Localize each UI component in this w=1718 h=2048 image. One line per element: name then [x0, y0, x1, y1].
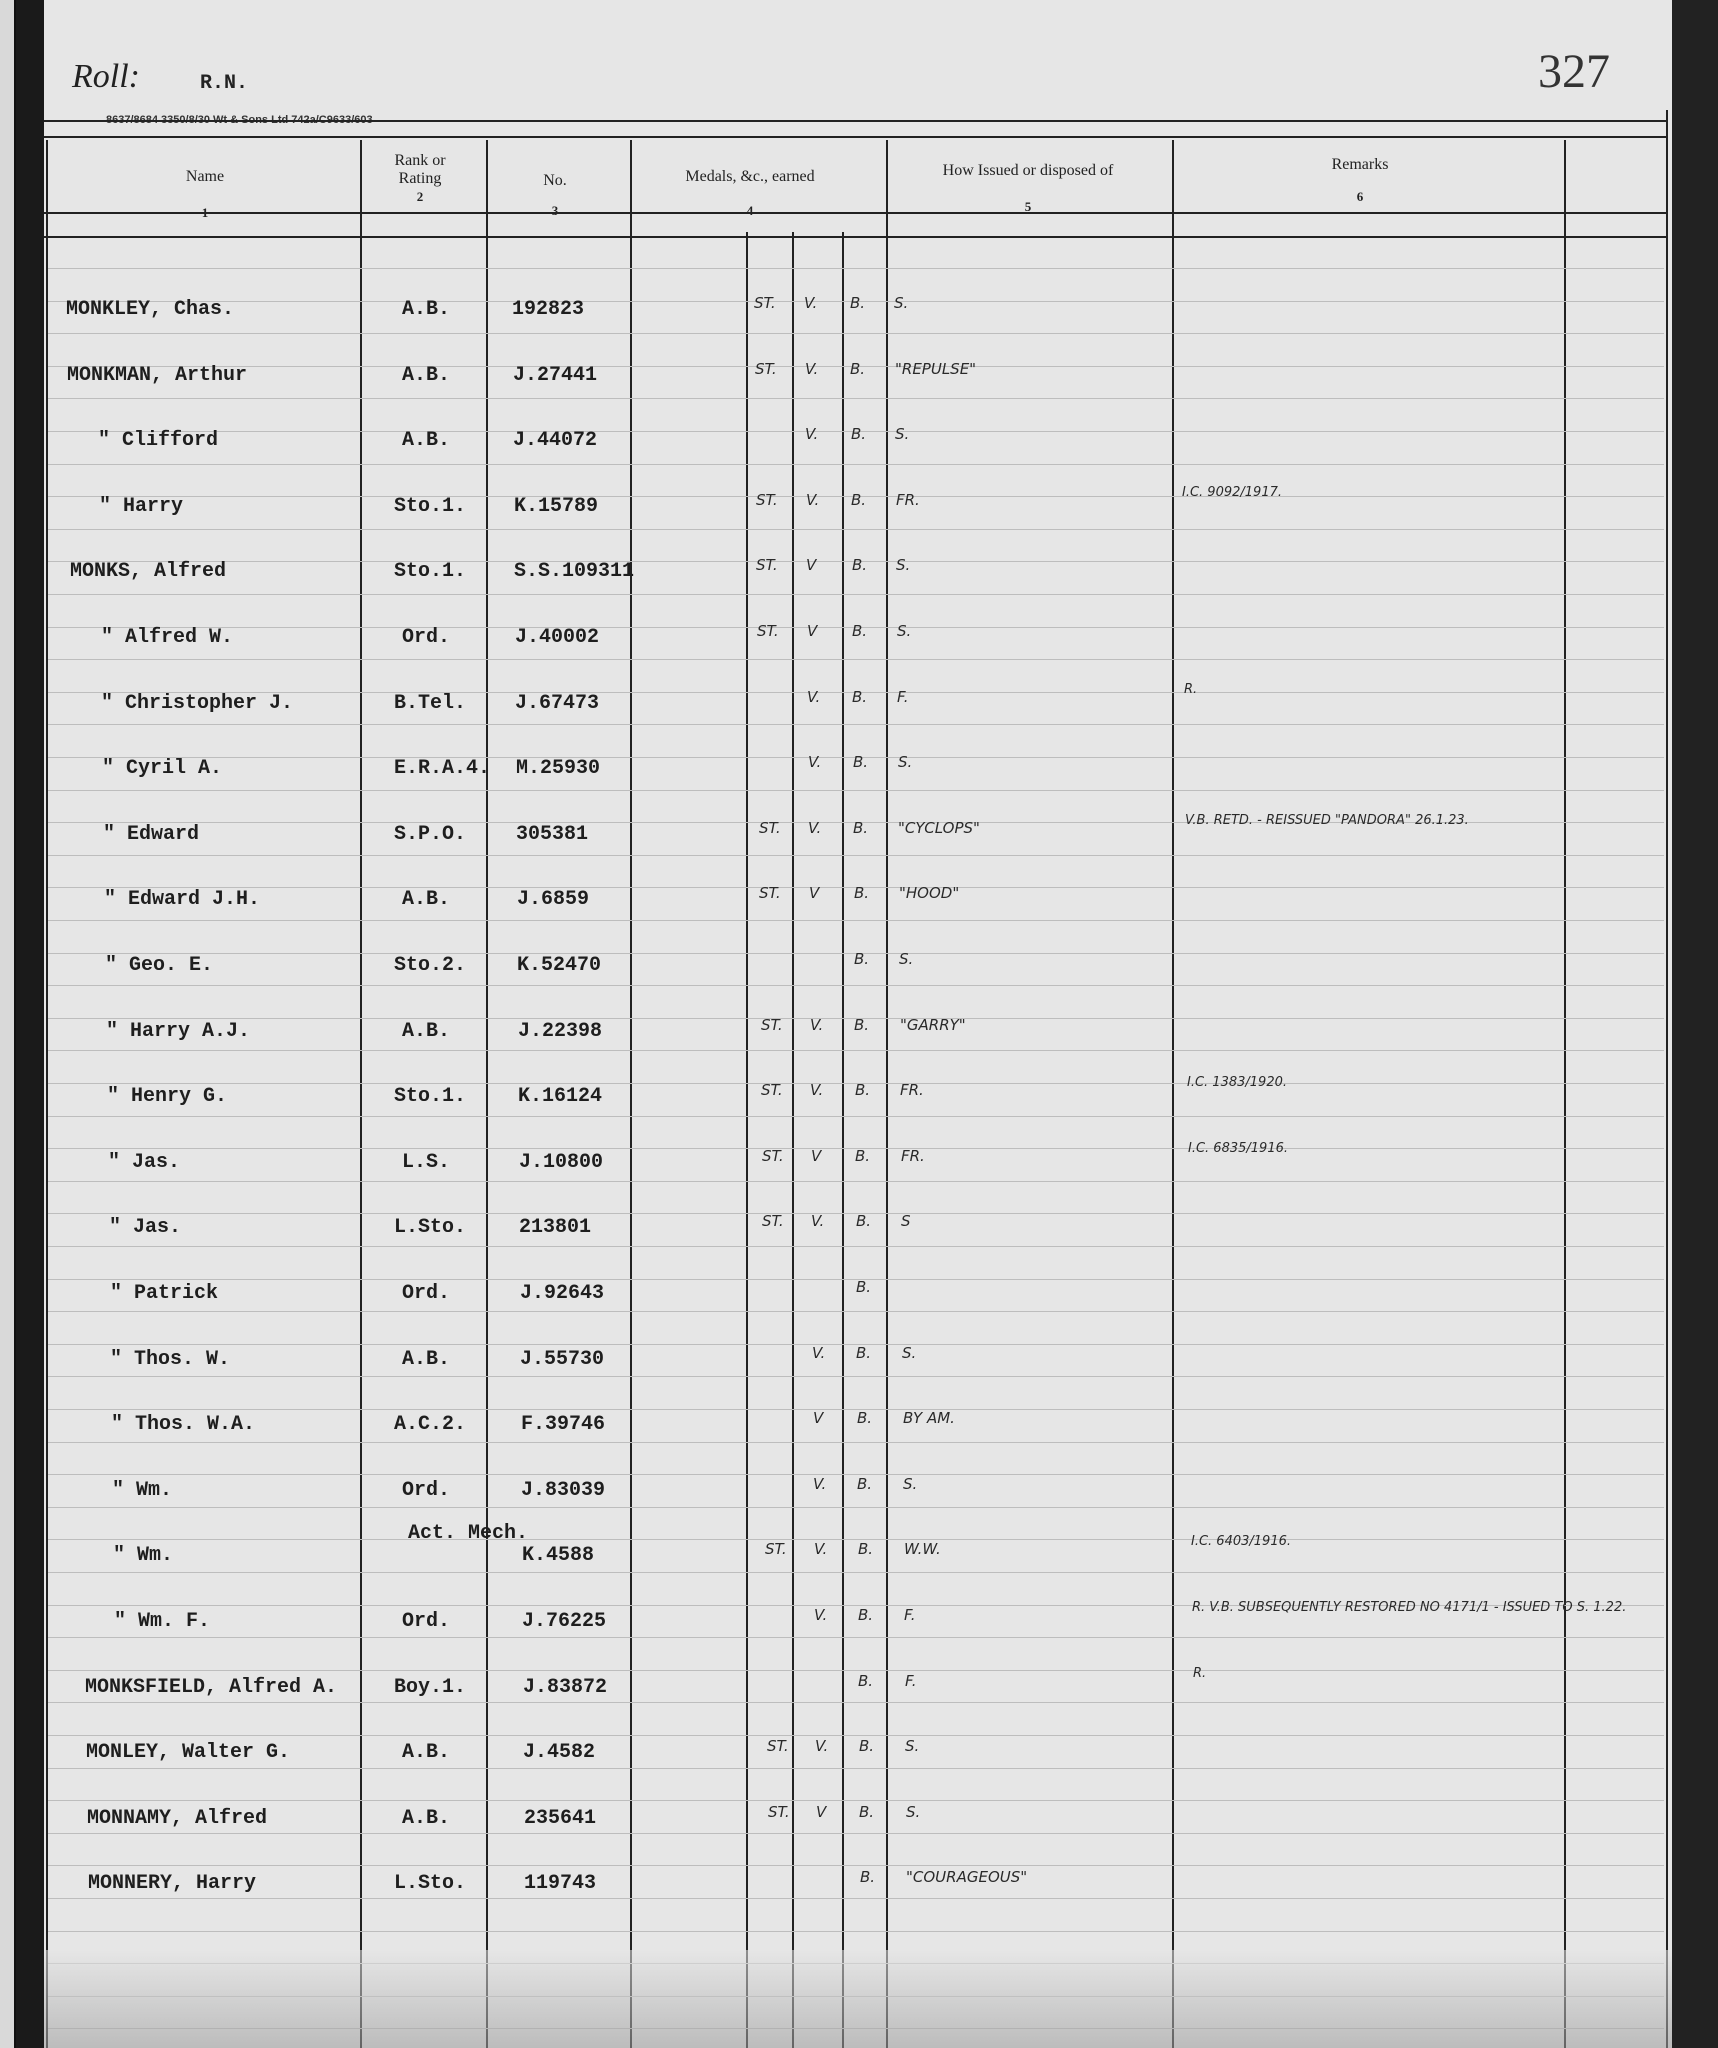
- entry-medal-star: ST.: [761, 1081, 783, 1099]
- entry-name: " Clifford: [98, 429, 219, 452]
- ruled-line: [48, 855, 1664, 856]
- entry-medal-british: B.: [857, 1475, 873, 1493]
- entry-medal-star: ST.: [762, 1212, 784, 1230]
- column-number: 2: [416, 189, 424, 204]
- entry-issued: F.: [904, 1606, 916, 1624]
- entry-issued: FR.: [900, 1081, 924, 1099]
- entry-issued: S.: [906, 1803, 921, 1821]
- entry-medal-victory: V: [806, 556, 817, 574]
- ruled-line: [48, 1050, 1664, 1051]
- ruled-line: [48, 594, 1664, 595]
- entry-issued: W.W.: [904, 1540, 941, 1558]
- ruled-line: [48, 985, 1664, 986]
- entry-number: K.4588: [522, 1544, 595, 1567]
- entry-medal-british: B.: [851, 425, 867, 443]
- ruled-line: [48, 1409, 1664, 1410]
- ruled-line: [48, 790, 1664, 791]
- entry-number: J.40002: [515, 626, 600, 649]
- entry-remarks: I.C. 6403/1916.: [1191, 1534, 1291, 1549]
- entry-name: " Henry G.: [107, 1085, 228, 1108]
- right-sheet-edge: [1672, 0, 1718, 2048]
- page-number: 327: [1538, 45, 1610, 98]
- entry-issued: BY AM.: [903, 1409, 955, 1427]
- entry-medal-british: B.: [858, 1672, 874, 1690]
- column-rule: [46, 140, 48, 2048]
- entry-medal-star: ST.: [756, 491, 778, 509]
- entry-name: " Cyril A.: [102, 757, 223, 780]
- entry-medal-british: B.: [859, 1737, 875, 1755]
- entry-issued: "GARRY": [900, 1016, 966, 1034]
- entry-name: " Harry A.J.: [106, 1020, 251, 1043]
- entry-issued: "REPULSE": [895, 360, 977, 378]
- entry-number: 213801: [519, 1216, 592, 1239]
- entry-rank: E.R.A.4.: [394, 757, 491, 780]
- entry-medal-star: ST.: [765, 1540, 787, 1558]
- entry-medal-british: B.: [860, 1868, 876, 1886]
- roll-label: Roll:: [72, 58, 140, 95]
- column-number: 6: [1356, 189, 1364, 204]
- ruled-line: [48, 1865, 1664, 1866]
- entry-number: J.22398: [518, 1020, 603, 1043]
- ruled-line: [48, 529, 1664, 530]
- entry-issued: "COURAGEOUS": [906, 1868, 1028, 1886]
- entry-remarks: I.C. 1383/1920.: [1187, 1075, 1287, 1090]
- entry-medal-star: ST.: [756, 556, 778, 574]
- column-header-label: Rank or Rating: [394, 152, 446, 187]
- entry-rank: Sto.1.: [394, 560, 467, 583]
- entry-issued: FR.: [901, 1147, 925, 1165]
- column-header-remarks: [1280, 156, 1440, 204]
- entry-remarks: R.: [1193, 1666, 1207, 1681]
- roll-value: R.N.: [200, 72, 249, 95]
- entry-medal-star: ST.: [761, 1016, 783, 1034]
- entry-medal-victory: V.: [814, 1606, 828, 1624]
- entry-medal-british: B.: [850, 294, 866, 312]
- entry-number: K.16124: [518, 1085, 603, 1108]
- entry-name: MONNAMY, Alfred: [87, 1807, 268, 1830]
- entry-number: J.83039: [521, 1479, 606, 1502]
- column-header-issued: [898, 162, 1158, 214]
- entry-name: " Edward J.H.: [104, 888, 261, 911]
- entry-medal-british: B.: [859, 1803, 875, 1821]
- entry-rank: B.Tel.: [394, 692, 467, 715]
- entry-name: " Patrick: [110, 1282, 219, 1305]
- entry-medal-star: ST.: [754, 294, 776, 312]
- entry-remarks: R. V.B. SUBSEQUENTLY RESTORED NO 4171/1 - ISSUED TO S. 1.22.: [1192, 1600, 1627, 1615]
- column-rule: [630, 140, 632, 2048]
- entry-issued: S.: [905, 1737, 920, 1755]
- entry-issued: S.: [902, 1344, 917, 1362]
- column-number: 1: [201, 205, 209, 220]
- entry-medal-british: B.: [852, 688, 868, 706]
- entry-medal-british: B.: [854, 884, 870, 902]
- entry-name: MONKS, Alfred: [70, 560, 227, 583]
- entry-number: J.55730: [520, 1348, 605, 1371]
- entry-number: J.83872: [523, 1676, 608, 1699]
- entry-number: M.25930: [516, 757, 601, 780]
- entry-number: 235641: [524, 1807, 597, 1830]
- column-header-rank: [380, 152, 460, 206]
- column-number: 3: [551, 203, 559, 218]
- entry-medal-star: ST.: [767, 1737, 789, 1755]
- entry-number: 192823: [512, 298, 585, 321]
- entry-rank: A.B.: [402, 1741, 451, 1764]
- entry-rank: Ord.: [402, 1479, 451, 1502]
- entry-number: J.6859: [517, 888, 590, 911]
- ruled-line: [48, 1539, 1664, 1540]
- entry-medal-victory: V.: [811, 1212, 825, 1230]
- entry-number: 119743: [524, 1872, 597, 1895]
- entry-medal-victory: V: [816, 1803, 827, 1821]
- entry-name: " Wm. F.: [114, 1610, 211, 1633]
- header-bottom-rule-2: [44, 236, 1668, 238]
- entry-issued: S.: [903, 1475, 918, 1493]
- entry-rank: S.P.O.: [394, 823, 467, 846]
- ruled-line: [48, 659, 1664, 660]
- entry-rank: Sto.1.: [394, 495, 467, 518]
- column-header-label: Remarks: [1331, 156, 1389, 173]
- column-header-name: [150, 168, 260, 220]
- column-rule: [842, 232, 844, 2048]
- entry-medal-british: B.: [851, 491, 867, 509]
- entry-name: MONKMAN, Arthur: [67, 364, 248, 387]
- ruled-line: [48, 1507, 1664, 1508]
- entry-name: " Thos. W.: [110, 1348, 231, 1371]
- entry-remarks: I.C. 9092/1917.: [1182, 485, 1282, 500]
- entry-medal-victory: V.: [806, 491, 820, 509]
- column-number: 4: [746, 203, 754, 218]
- ruled-line: [48, 398, 1664, 399]
- column-header-label: Name: [185, 168, 225, 185]
- entry-medal-victory: V.: [804, 294, 818, 312]
- entry-issued: "CYCLOPS": [898, 819, 980, 837]
- entry-rank: Sto.1.: [394, 1085, 467, 1108]
- entry-medal-star: ST.: [757, 622, 779, 640]
- entry-medal-british: B.: [857, 1409, 873, 1427]
- header-bottom-rule: [44, 212, 1668, 214]
- entry-name: " Edward: [103, 823, 200, 846]
- ruled-line: [48, 1181, 1664, 1182]
- column-rule: [792, 232, 794, 2048]
- entry-medal-british: B.: [856, 1212, 872, 1230]
- ruled-line: [48, 1246, 1664, 1247]
- entry-name: " Jas.: [108, 1151, 181, 1174]
- entry-medal-british: B.: [854, 1016, 870, 1034]
- entry-number: J.67473: [515, 692, 600, 715]
- entry-name: MONKSFIELD, Alfred A.: [85, 1676, 338, 1699]
- column-rule: [486, 140, 488, 2048]
- entry-medal-star: ST.: [762, 1147, 784, 1165]
- entry-name: " Jas.: [109, 1216, 182, 1239]
- column-rule: [1666, 110, 1668, 2048]
- entry-number: S.S.109311: [514, 560, 635, 583]
- column-number: 5: [1024, 199, 1032, 214]
- ruled-line: [48, 268, 1664, 269]
- entry-rank: A.B.: [402, 1020, 451, 1043]
- entry-issued: S.: [896, 556, 911, 574]
- entry-issued: FR.: [896, 491, 920, 509]
- entry-medal-british: B.: [855, 1081, 871, 1099]
- entry-rank: Ord.: [402, 626, 451, 649]
- entry-medal-british: B.: [855, 1147, 871, 1165]
- entry-number: 305381: [516, 823, 589, 846]
- entry-medal-star: ST.: [755, 360, 777, 378]
- entry-number: K.52470: [517, 954, 602, 977]
- entry-number: J.4582: [523, 1741, 596, 1764]
- header-top-rule: [44, 120, 1668, 122]
- ruled-line: [48, 1670, 1664, 1671]
- entry-rank: A.B.: [402, 429, 451, 452]
- entry-rank: L.Sto.: [394, 1216, 467, 1239]
- entry-issued: F.: [905, 1672, 917, 1690]
- ruled-line: [48, 333, 1664, 334]
- entry-remarks: V.B. RETD. - REISSUED "PANDORA" 26.1.23.: [1185, 813, 1469, 828]
- entry-medal-british: B.: [853, 753, 869, 771]
- entry-issued: S.: [898, 753, 913, 771]
- entry-number: F.39746: [521, 1413, 606, 1436]
- ruled-line: [48, 1898, 1664, 1899]
- entry-medal-victory: V.: [808, 753, 822, 771]
- column-rule: [886, 140, 888, 2048]
- entry-name: " Christopher J.: [101, 692, 294, 715]
- entry-medal-victory: V: [813, 1409, 824, 1427]
- entry-issued: S.: [899, 950, 914, 968]
- entry-name: " Thos. W.A.: [111, 1413, 256, 1436]
- entry-name: " Geo. E.: [105, 954, 214, 977]
- entry-rank: Sto.2.: [394, 954, 467, 977]
- left-sheet-edge: [0, 0, 16, 2048]
- column-rule: [1564, 140, 1566, 2048]
- entry-medal-british: B.: [852, 622, 868, 640]
- entry-name: " Alfred W.: [101, 626, 234, 649]
- ruled-line: [48, 1931, 1664, 1932]
- entry-number: J.44072: [513, 429, 598, 452]
- entry-medal-star: ST.: [759, 819, 781, 837]
- ruled-line: [48, 1572, 1664, 1573]
- entry-medal-british: B.: [856, 1344, 872, 1362]
- entry-rank: Ord.: [402, 1282, 451, 1305]
- ruled-line: [48, 724, 1664, 725]
- entry-issued: "HOOD": [899, 884, 960, 902]
- ruled-line: [48, 1442, 1664, 1443]
- entry-name: " Harry: [99, 495, 184, 518]
- entry-name: MONLEY, Walter G.: [86, 1741, 291, 1764]
- column-header-label: Medals, &c., earned: [685, 168, 815, 185]
- entry-issued: S.: [895, 425, 910, 443]
- entry-medal-british: B.: [854, 950, 870, 968]
- entry-medal-british: B.: [850, 360, 866, 378]
- entry-medal-victory: V: [809, 884, 820, 902]
- ruled-line: [48, 1474, 1664, 1475]
- entry-remarks: I.C. 6835/1916.: [1188, 1141, 1288, 1156]
- entry-medal-victory: V: [811, 1147, 822, 1165]
- entry-issued: F.: [897, 688, 909, 706]
- entry-issued: S.: [894, 294, 909, 312]
- ruled-line: [48, 1800, 1664, 1801]
- ruled-line: [48, 1116, 1664, 1117]
- entry-number: J.92643: [520, 1282, 605, 1305]
- entry-rank: A.B.: [402, 364, 451, 387]
- column-header-no: [520, 172, 590, 218]
- entry-number: K.15789: [514, 495, 599, 518]
- ruled-line: [48, 1768, 1664, 1769]
- entry-rank: A.C.2.: [394, 1413, 467, 1436]
- entry-number: J.10800: [519, 1151, 604, 1174]
- entry-medal-british: B.: [858, 1606, 874, 1624]
- entry-rank: A.B.: [402, 1348, 451, 1371]
- entry-issued: S.: [897, 622, 912, 640]
- entry-medal-victory: V.: [805, 425, 819, 443]
- entry-rank: Boy.1.: [394, 1676, 467, 1699]
- entry-name: " Wm.: [113, 1544, 174, 1567]
- entry-medal-victory: V.: [812, 1344, 826, 1362]
- entry-medal-star: ST.: [759, 884, 781, 902]
- entry-medal-star: ST.: [768, 1803, 790, 1821]
- column-rule: [746, 232, 748, 2048]
- entry-medal-victory: V.: [810, 1081, 824, 1099]
- entry-name: MONNERY, Harry: [88, 1872, 257, 1895]
- ruled-line: [48, 1735, 1664, 1736]
- entry-medal-victory: V.: [810, 1016, 824, 1034]
- ruled-line: [48, 920, 1664, 921]
- entry-rank: Act. Mech.: [408, 1522, 529, 1545]
- ruled-line: [48, 1833, 1664, 1834]
- entry-rank: L.Sto.: [394, 1872, 467, 1895]
- column-header-label: How Issued or disposed of: [942, 162, 1114, 179]
- page-shadow: [44, 1950, 1672, 2048]
- header-top-rule-2: [44, 136, 1668, 138]
- entry-medal-victory: V.: [807, 688, 821, 706]
- entry-name: " Wm.: [112, 1479, 173, 1502]
- ruled-line: [48, 464, 1664, 465]
- entry-remarks: R.: [1184, 682, 1198, 697]
- entry-medal-british: B.: [856, 1278, 872, 1296]
- column-rule: [360, 140, 362, 2048]
- column-rule: [1172, 140, 1174, 2048]
- entry-name: MONKLEY, Chas.: [66, 298, 235, 321]
- entry-number: J.76225: [522, 1610, 607, 1633]
- entry-rank: A.B.: [402, 888, 451, 911]
- entry-rank: Ord.: [402, 1610, 451, 1633]
- entry-medal-victory: V: [807, 622, 818, 640]
- entry-rank: L.S.: [402, 1151, 451, 1174]
- entry-issued: S: [901, 1212, 911, 1230]
- entry-medal-victory: V.: [815, 1737, 829, 1755]
- column-header-medals: [640, 168, 860, 218]
- entry-medal-victory: V.: [805, 360, 819, 378]
- column-header-label: No.: [543, 172, 567, 189]
- entry-number: J.27441: [513, 364, 598, 387]
- entry-rank: A.B.: [402, 298, 451, 321]
- ruled-line: [48, 1311, 1664, 1312]
- entry-medal-victory: V.: [808, 819, 822, 837]
- entry-medal-british: B.: [858, 1540, 874, 1558]
- ruled-line: [48, 1376, 1664, 1377]
- entry-rank: A.B.: [402, 1807, 451, 1830]
- ruled-line: [48, 1702, 1664, 1703]
- ruled-line: [48, 1637, 1664, 1638]
- entry-medal-victory: V.: [813, 1475, 827, 1493]
- entry-medal-british: B.: [853, 819, 869, 837]
- entry-medal-british: B.: [852, 556, 868, 574]
- entry-medal-victory: V.: [814, 1540, 828, 1558]
